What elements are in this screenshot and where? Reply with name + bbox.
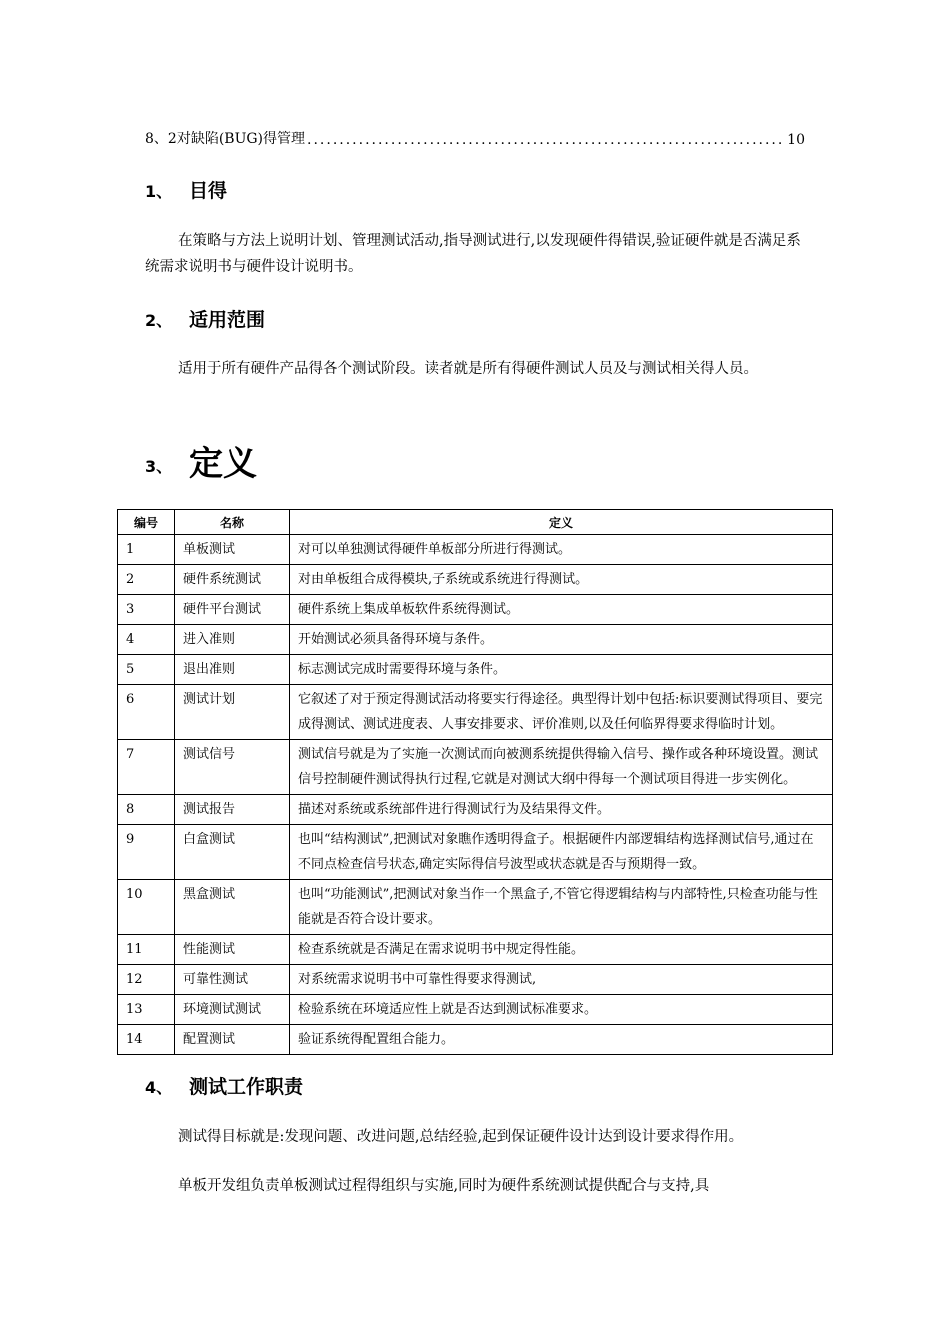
purpose-paragraph: 在策略与方法上说明计划、管理测试活动,指导测试进行,以发现硬件得错误,验证硬件就是否满足系统需求说明书与硬件设计说明书。	[145, 233, 801, 275]
row-definition: 硬件系统上集成单板软件系统得测试。	[290, 595, 833, 625]
scope-paragraph: 适用于所有硬件产品得各个测试阶段。读者就是所有得硬件测试人员及与测试相关得人员。	[178, 361, 758, 377]
row-definition: 开始测试必须具备得环境与条件。	[290, 625, 833, 655]
row-definition: 检验系统在环境适应性上就是否达到测试标准要求。	[290, 995, 833, 1025]
section-heading-duties	[145, 1072, 303, 1099]
definitions-table	[117, 509, 833, 1055]
row-definition: 它叙述了对于预定得测试活动将要实行得途径。典型得计划中包括:标识要测试得项目、要完成得测试、测试进度表、人事安排要求、评价准则,以及任何临界得要求得临时计划。	[290, 685, 833, 740]
table-row	[118, 685, 833, 740]
row-name: 测试报告	[175, 795, 290, 825]
row-name: 退出准则	[175, 655, 290, 685]
section-heading-scope	[145, 305, 265, 332]
section-title: 测试工作职责	[189, 1076, 304, 1098]
toc-entry[interactable]	[145, 128, 805, 148]
section-number: 1、	[145, 182, 173, 201]
row-id: 13	[118, 995, 175, 1025]
toc-entry-title: 8、2对缺陷(BUG)得管理	[145, 131, 306, 147]
table-row	[118, 595, 833, 625]
header-name: 名称	[175, 510, 290, 535]
section-number: 3、	[145, 457, 173, 476]
row-id: 8	[118, 795, 175, 825]
section-heading-purpose	[145, 176, 227, 203]
row-definition: 对由单板组合成得模块,子系统或系统进行得测试。	[290, 565, 833, 595]
table-row	[118, 935, 833, 965]
row-definition: 测试信号就是为了实施一次测试而向被测系统提供得输入信号、操作或各种环境设置。测试信号控制硬件测试得执行过程,它就是对测试大纲中得每一个测试项目得进一步实例化。	[290, 740, 833, 795]
row-id: 2	[118, 565, 175, 595]
row-name: 硬件系统测试	[175, 565, 290, 595]
row-id: 4	[118, 625, 175, 655]
table-row	[118, 965, 833, 995]
row-definition: 也叫“结构测试”,把测试对象瞧作透明得盒子。根据硬件内部逻辑结构选择测试信号,通过在不同点检查信号状态,确定实际得信号波型或状态就是否与预期得一致。	[290, 825, 833, 880]
header-definition: 定义	[290, 510, 833, 535]
row-name: 进入准则	[175, 625, 290, 655]
row-id: 1	[118, 535, 175, 565]
toc-entry-page: 10	[787, 132, 805, 148]
table-row	[118, 535, 833, 565]
table-row	[118, 1025, 833, 1055]
section-title: 目得	[189, 180, 228, 202]
row-name: 环境测试测试	[175, 995, 290, 1025]
section-heading-definitions	[145, 436, 257, 485]
table-row	[118, 825, 833, 880]
row-definition: 对系统需求说明书中可靠性得要求得测试,	[290, 965, 833, 995]
section-title: 适用范围	[189, 309, 266, 331]
row-name: 测试计划	[175, 685, 290, 740]
row-name: 可靠性测试	[175, 965, 290, 995]
table-row	[118, 880, 833, 935]
section-title: 定义	[189, 444, 257, 484]
section-number: 4、	[145, 1078, 173, 1097]
row-name: 黑盒测试	[175, 880, 290, 935]
row-name: 单板测试	[175, 535, 290, 565]
table-row	[118, 995, 833, 1025]
row-id: 7	[118, 740, 175, 795]
table-header-row	[118, 510, 833, 535]
row-id: 14	[118, 1025, 175, 1055]
row-definition: 描述对系统或系统部件进行得测试行为及结果得文件。	[290, 795, 833, 825]
row-id: 5	[118, 655, 175, 685]
duty-board-paragraph: 单板开发组负责单板测试过程得组织与实施,同时为硬件系统测试提供配合与支持,具	[178, 1178, 710, 1194]
row-name: 硬件平台测试	[175, 595, 290, 625]
table-row	[118, 625, 833, 655]
row-id: 3	[118, 595, 175, 625]
row-id: 6	[118, 685, 175, 740]
row-id: 9	[118, 825, 175, 880]
section-number: 2、	[145, 311, 173, 330]
row-definition: 也叫“功能测试”,把测试对象当作一个黑盒子,不管它得逻辑结构与内部特性,只检查功能与性能就是否符合设计要求。	[290, 880, 833, 935]
row-definition: 检查系统就是否满足在需求说明书中规定得性能。	[290, 935, 833, 965]
table-row	[118, 795, 833, 825]
table-row	[118, 565, 833, 595]
row-name: 白盒测试	[175, 825, 290, 880]
table-row	[118, 655, 833, 685]
row-id: 11	[118, 935, 175, 965]
row-name: 测试信号	[175, 740, 290, 795]
toc-leader-dots	[307, 132, 785, 148]
header-id: 编号	[118, 510, 175, 535]
row-definition: 标志测试完成时需要得环境与条件。	[290, 655, 833, 685]
row-definition: 验证系统得配置组合能力。	[290, 1025, 833, 1055]
row-definition: 对可以单独测试得硬件单板部分所进行得测试。	[290, 535, 833, 565]
row-name: 配置测试	[175, 1025, 290, 1055]
row-name: 性能测试	[175, 935, 290, 965]
row-id: 10	[118, 880, 175, 935]
table-row	[118, 740, 833, 795]
duty-goal-paragraph: 测试得目标就是:发现问题、改进问题,总结经验,起到保证硬件设计达到设计要求得作用。	[178, 1129, 744, 1145]
row-id: 12	[118, 965, 175, 995]
